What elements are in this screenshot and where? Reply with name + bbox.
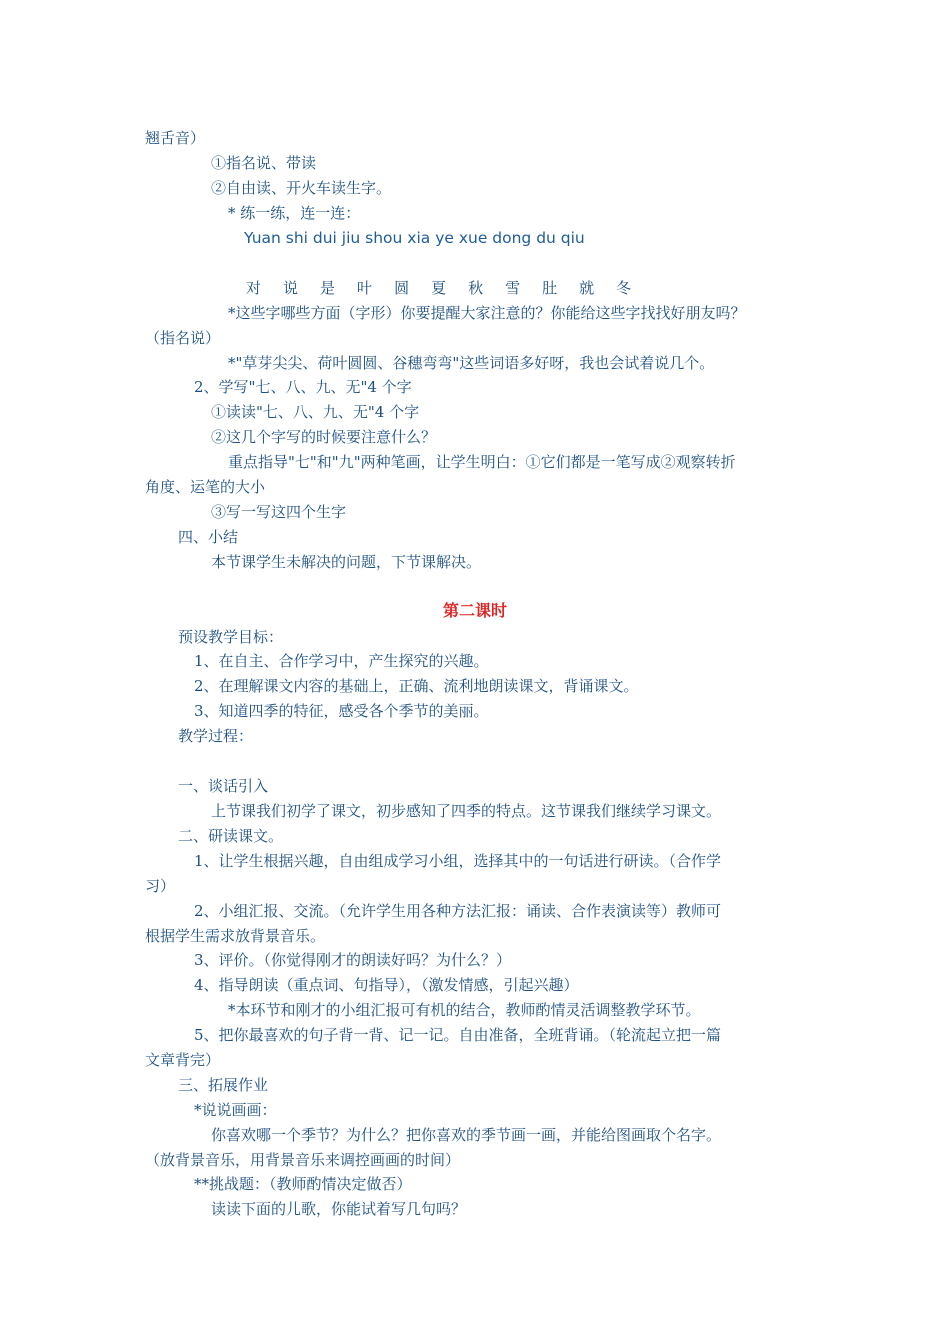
- char: 圆: [394, 279, 410, 297]
- text-line: *本环节和刚才的小组汇报可有机的结合，教师酌情灵活调整教学环节。: [228, 1001, 701, 1019]
- text-line: ①读读"七、八、九、无"4 个字: [211, 403, 420, 421]
- text-line: （放背景音乐，用背景音乐来调控画画的时间）: [145, 1151, 461, 1169]
- text-line: 重点指导"七"和"九"两种笔画，让学生明白：①它们都是一笔写成②观察转折: [228, 453, 736, 471]
- text-line: 2、学写"七、八、九、无"4 个字: [194, 378, 412, 396]
- text-line: 1、让学生根据兴趣，自由组成学习小组，选择其中的一句话进行研读。（合作学: [194, 852, 722, 870]
- char: 对: [246, 279, 262, 297]
- section-heading: 二、研读课文。: [178, 827, 284, 845]
- text-line: 2、小组汇报、交流。（允许学生用各种方法汇报：诵读、合作表演读等）教师可: [194, 902, 722, 920]
- char: 雪: [505, 279, 521, 297]
- text-line: ②自由读、开火车读生字。: [211, 179, 392, 197]
- text-line: ②这几个字写的时候要注意什么？: [211, 428, 437, 446]
- text-line: *说说画画：: [194, 1101, 277, 1119]
- text-line: 你喜欢哪一个季节？为什么？把你喜欢的季节画一画，并能给图画取个名字。: [211, 1126, 722, 1144]
- char: 是: [320, 279, 336, 297]
- text-line: 4、指导朗读（重点词、句指导），（激发情感，引起兴趣）: [194, 976, 579, 994]
- text-line: ①指名说、带读: [211, 154, 317, 172]
- text-line: * 练一练，连一连：: [228, 204, 361, 222]
- character-row: [246, 278, 653, 298]
- char: 肚: [542, 279, 558, 297]
- text-line: 角度、运笔的大小: [145, 478, 266, 496]
- text-line: 本节课学生未解决的问题，下节课解决。: [211, 553, 482, 571]
- text-line: 2、在理解课文内容的基础上，正确、流利地朗读课文，背诵课文。: [194, 677, 639, 695]
- text-line: 5、把你最喜欢的句子背一背、记一记。自由准备，全班背诵。（轮流起立把一篇: [194, 1026, 722, 1044]
- char: 就: [579, 279, 595, 297]
- section-heading: 三、拓展作业: [178, 1076, 269, 1094]
- text-line: 1、在自主、合作学习中，产生探究的兴趣。: [194, 652, 489, 670]
- text-line: 3、评价。（你觉得刚才的朗读好吗？为什么？）: [194, 951, 512, 969]
- char: 说: [283, 279, 299, 297]
- text-line: **挑战题：（教师酌情决定做否）: [194, 1175, 412, 1193]
- pinyin-line: Yuan shi dui jiu shou xia ye xue dong du qiu: [244, 229, 585, 247]
- text-line: *这些字哪些方面（字形）你要提醒大家注意的？你能给这些字找找好朋友吗？: [228, 304, 746, 322]
- text-line: 根据学生需求放背景音乐。: [145, 927, 326, 945]
- section-heading: 四、小结: [178, 528, 239, 546]
- text-line: 翘舌音）: [145, 129, 206, 147]
- text-line: 上节课我们初学了课文，初步感知了四季的特点。这节课我们继续学习课文。: [211, 802, 722, 820]
- text-line: 教学过程：: [178, 727, 254, 745]
- text-line: 习）: [145, 877, 176, 895]
- char: 夏: [431, 279, 447, 297]
- text-line: （指名说）: [145, 329, 221, 347]
- text-line: 读读下面的儿歌，你能试着写几句吗？: [211, 1200, 467, 1218]
- text-line: ③写一写这四个生字: [211, 503, 347, 521]
- text-line: 预设教学目标：: [178, 628, 284, 646]
- char: 冬: [616, 279, 632, 297]
- char: 叶: [357, 279, 373, 297]
- text-line: 文章背完）: [145, 1051, 221, 1069]
- char: 秋: [468, 279, 484, 297]
- text-line: 3、知道四季的特征，感受各个季节的美丽。: [194, 702, 489, 720]
- section-heading: 一、谈话引入: [178, 777, 269, 795]
- text-line: *"草芽尖尖、荷叶圆圆、谷穗弯弯"这些词语多好呀，我也会试着说几个。: [228, 354, 715, 372]
- lesson-title: 第二课时: [442, 601, 507, 620]
